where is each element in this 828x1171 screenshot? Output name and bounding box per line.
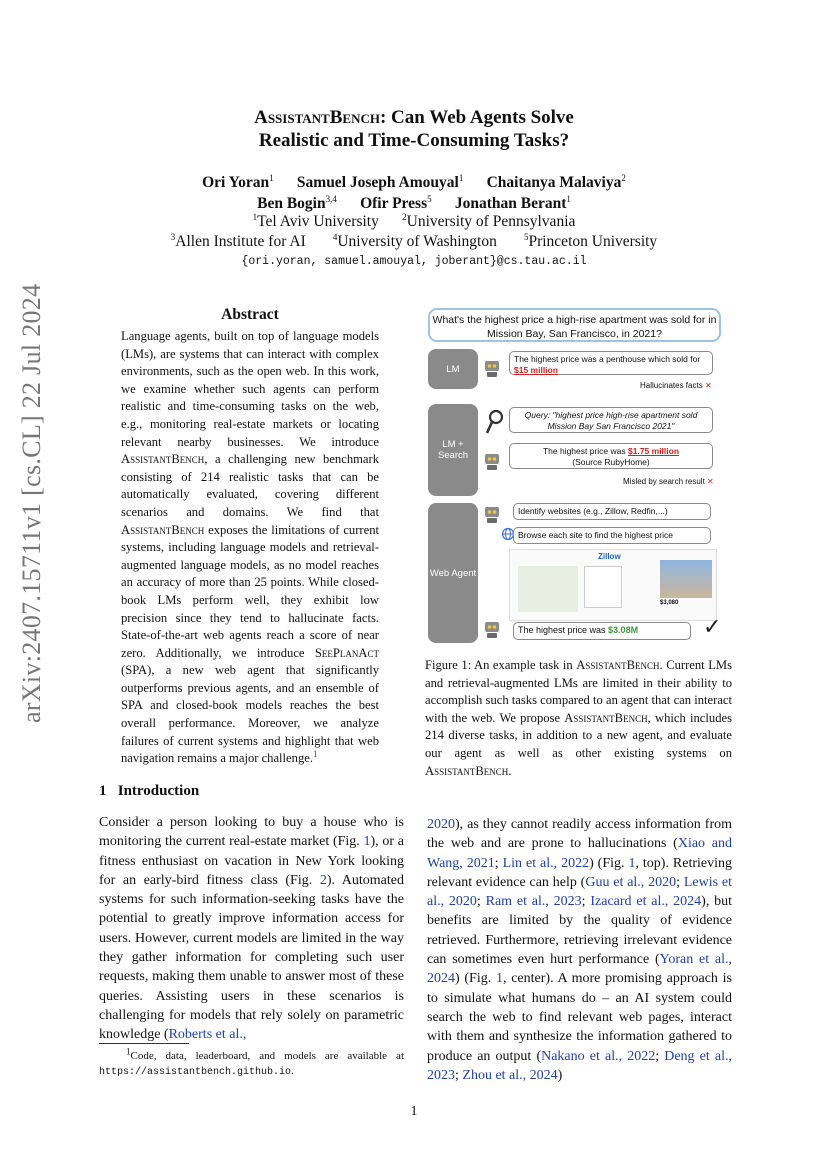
body-text: Consider a person looking to buy a house who is monitoring the current real-estate market (Fig. <box>99 815 404 850</box>
body-text: , center). A more promising approach is to simulate what humans do – an AI system could search the web to find relevant web pages, interact with them and synthesize the information gathered to produce an output ( <box>427 971 733 1064</box>
intro-right-column <box>427 815 732 1085</box>
author-emails: {ori.yoran, samuel.amouyal, joberant}@cs.tau.ac.il <box>241 255 587 268</box>
author-name: Ben Bogin <box>257 195 326 212</box>
benchmark-name: AssistantBench <box>425 763 509 778</box>
citation-link[interactable]: Guu et al., 2020 <box>585 874 677 890</box>
body-text: ) (Fig. <box>589 855 629 871</box>
citation-link[interactable]: Roberts et al., <box>168 1027 247 1043</box>
affiliation: Allen Institute for AI <box>175 233 306 250</box>
checkmark-icon: ✓ <box>703 614 722 639</box>
aff-sup: 5 <box>523 231 529 242</box>
affiliation: University of Washington <box>337 233 497 250</box>
footnote-text: Code, data, leaderboard, and models are available at <box>130 1050 404 1062</box>
citation-link[interactable]: Xiao and Wang, 2021 <box>427 836 732 871</box>
paper-title <box>0 106 828 152</box>
author-name: Ofir Press <box>360 195 428 212</box>
body-text: ; <box>581 894 591 910</box>
abstract-text: Language agents, built on top of language models (LMs), are systems that can interact with complex environments, such as the open web. In this work, we examine whether such agents can perform realistic and time-consuming tasks on the web, e.g., monitoring real-estate markets or locating relevant nearby businesses. We introduce <box>121 329 379 449</box>
page-number: 1 <box>410 1104 418 1119</box>
intro-left-column <box>99 813 404 1045</box>
step-browse-bubble: Browse each site to find the highest price <box>513 527 711 544</box>
abstract-text: exposes the limitations of current systems, including language models and retrieval-augmented language models, as no model reaches an accuracy of more than 25 points. While closed-book LMs perform well, they exhibit low precision since they tend to hallucinate facts. State-of-the-art web agents reach a score of near zero. Additionally, we introduce <box>121 522 379 660</box>
body-text: ; <box>494 855 503 871</box>
author-sup: 5 <box>427 193 432 204</box>
abstract-text: (SPA), a new web agent that significantly outperforms previous agents, and an ensemble of SPA and closed-book models reaches the best overall performance. Moreover, we analyze failures of current systems and highlight that web navigation remains a major challenge. <box>121 663 379 766</box>
abstract-heading: Abstract <box>221 306 279 323</box>
benchmark-name: AssistantBench <box>576 658 660 672</box>
body-text: ; <box>455 1067 463 1083</box>
benchmark-name: AssistantBench <box>121 522 205 537</box>
figure-ref-link[interactable]: 1 <box>363 834 371 850</box>
search-answer-value: $1.75 million <box>628 446 680 456</box>
aff-sup: 1 <box>252 211 258 222</box>
hallucinates-text: Hallucinates facts <box>640 381 703 390</box>
body-text: ; <box>655 1048 665 1064</box>
figure-1 <box>425 306 732 646</box>
lm-label: LM <box>428 349 478 389</box>
body-text: ), as they cannot readily access information from the web and are prone to hallucinations ( <box>427 817 732 852</box>
figure-ref-link[interactable]: 1 <box>628 855 636 871</box>
citation-link[interactable]: 2020 <box>427 817 455 832</box>
body-text: ) (Fig. <box>455 971 496 987</box>
map-thumbnail <box>518 566 578 612</box>
title-line2: Realistic and Time-Consuming Tasks? <box>258 130 570 151</box>
section-number: 1 <box>99 783 107 799</box>
body-text: ) <box>557 1067 563 1083</box>
agent-name: SeePlanAct <box>314 645 379 660</box>
citation-link[interactable]: Izacard et al., 2024 <box>590 894 702 910</box>
affiliation: Princeton University <box>528 233 658 250</box>
misled-note <box>623 477 714 486</box>
benchmark-name: AssistantBench <box>121 452 205 467</box>
lm-search-label: LM + Search <box>428 404 478 496</box>
body-text: ), or a fitness enthusiast on vacation in New York looking for an early-bird fitness class (Fig. <box>99 834 404 888</box>
citation-link[interactable]: Ram et al., 2023 <box>485 894 582 910</box>
listing-price: $3,080 <box>660 600 679 606</box>
affiliations <box>0 212 828 252</box>
author-sup: 1 <box>269 172 274 183</box>
section-heading <box>99 783 199 800</box>
lm-answer-bubble <box>509 351 713 375</box>
filter-panel <box>584 566 622 608</box>
figure-ref-link[interactable]: 1 <box>495 971 503 987</box>
author-name: Chaitanya Malaviya <box>486 174 622 191</box>
robot-icon <box>483 358 501 378</box>
title-benchmark-name: AssistantBench <box>254 107 380 128</box>
lm-answer-text: The highest price was a penthouse which sold for <box>514 354 701 364</box>
author-sup: 1 <box>458 172 464 183</box>
robot-icon <box>483 451 501 471</box>
search-answer-bubble <box>509 443 713 469</box>
robot-icon <box>483 619 501 639</box>
question-box: What's the highest price a high-rise apartment was sold for in Mission Bay, San Francisco, in 2021? <box>428 308 721 342</box>
citation-link[interactable]: Lin et al., 2022 <box>502 855 590 871</box>
footnote <box>99 1046 404 1080</box>
search-query-bubble: Query: "highest price high-rise apartment sold Mission Bay San Francisco 2021" <box>509 407 713 433</box>
footnote-rule <box>99 1043 189 1044</box>
aff-sup: 4 <box>332 231 338 242</box>
body-text: ). Automated systems for such information-seeking tasks have the potential to greatly improve information access for users. However, current models are limited in the way they gather information for completing such user requests, making them unable to answer most of these queries. Assisting users in these scenarios is challenging for models that rely solely on parametric knowledge ( <box>99 872 404 1043</box>
citation-link[interactable]: Zhou et al., 2024 <box>462 1067 558 1083</box>
footnote-mark: 1 <box>126 1046 131 1057</box>
figure-caption <box>425 657 732 780</box>
building-photo <box>660 560 712 598</box>
section-title: Introduction <box>117 783 200 799</box>
author-sup: 1 <box>566 193 571 204</box>
web-agent-label: Web Agent <box>428 503 478 643</box>
abstract-body <box>121 328 379 768</box>
magnifier-icon <box>485 409 505 435</box>
abstract-text: , a challenging new benchmark consisting of 214 realistic tasks that can be automatically evaluated, covering different scenarios and domains. We find that <box>121 452 379 519</box>
aff-sup: 3 <box>170 231 176 242</box>
footnote-link[interactable]: 1 <box>312 749 318 760</box>
caption-text: . Current LMs and retrieval-augmented LMs are limited in their ability to accomplish such tasks compared to an agent that can interact with the web. We propose <box>425 658 732 725</box>
citation-link[interactable]: Lewis et al., 2020 <box>427 874 732 910</box>
footnote-url-link[interactable]: https://assistantbench.github.io <box>99 1067 292 1078</box>
author-name: Ori Yoran <box>202 174 270 191</box>
citation-link[interactable]: Deng et al., 2023 <box>427 1048 733 1083</box>
body-text: , top). Retrieving relevant evidence can help ( <box>427 855 733 890</box>
body-text: ; <box>676 874 684 890</box>
figure-ref-link[interactable]: 2 <box>319 872 327 888</box>
search-answer-text: The highest price was <box>542 446 628 456</box>
citation-link[interactable]: Nakano et al., 2022 <box>541 1048 656 1064</box>
body-text: ; <box>476 894 486 910</box>
caption-text: Figure 1: An example task in <box>425 658 577 672</box>
affiliation: University of Pennsylvania <box>406 213 576 230</box>
author-sup: 3,4 <box>325 193 337 204</box>
final-answer-value: $3.08M <box>608 625 639 635</box>
citation-link[interactable]: Yoran et al., 2024 <box>427 952 732 987</box>
affiliation: Tel Aviv University <box>257 213 379 230</box>
robot-icon <box>483 504 501 524</box>
zillow-screenshot <box>509 549 717 621</box>
caption-text: . <box>508 763 512 778</box>
x-mark-icon: ✕ <box>704 381 712 390</box>
final-answer-text: The highest price was <box>518 625 609 635</box>
final-answer-bubble <box>513 622 691 640</box>
x-mark-icon: ✕ <box>707 477 714 486</box>
benchmark-name: AssistantBench <box>564 710 648 725</box>
step-identify-bubble: Identify websites (e.g., Zillow, Redfin,...) <box>513 503 711 520</box>
caption-text: , which includes 214 diverse tasks, in addition to a new agent, and evaluate our agent as well as other existing systems on <box>425 710 732 760</box>
body-text: ), but benefits are limited by the quality of evidence retrieved. Furthermore, retrieving irrelevant evidence can sometimes even hurt performance ( <box>427 894 733 968</box>
lm-answer-value: $15 million <box>514 365 558 375</box>
search-source: (Source RubyHome) <box>572 457 650 467</box>
author-name: Jonathan Berant <box>454 195 567 212</box>
hallucinates-note <box>640 381 712 390</box>
zillow-logo: Zillow <box>598 552 621 561</box>
author-sup: 2 <box>621 172 626 183</box>
arxiv-stamp: arXiv:2407.15711v1 [cs.CL] 22 Jul 2024 <box>17 283 46 723</box>
footnote-end: . <box>291 1065 294 1077</box>
misled-text: Misled by search result <box>623 477 705 486</box>
aff-sup: 2 <box>402 211 407 222</box>
author-list <box>0 172 828 214</box>
title-line1: : Can Web Agents Solve <box>379 107 574 128</box>
author-name: Samuel Joseph Amouyal <box>296 174 459 191</box>
